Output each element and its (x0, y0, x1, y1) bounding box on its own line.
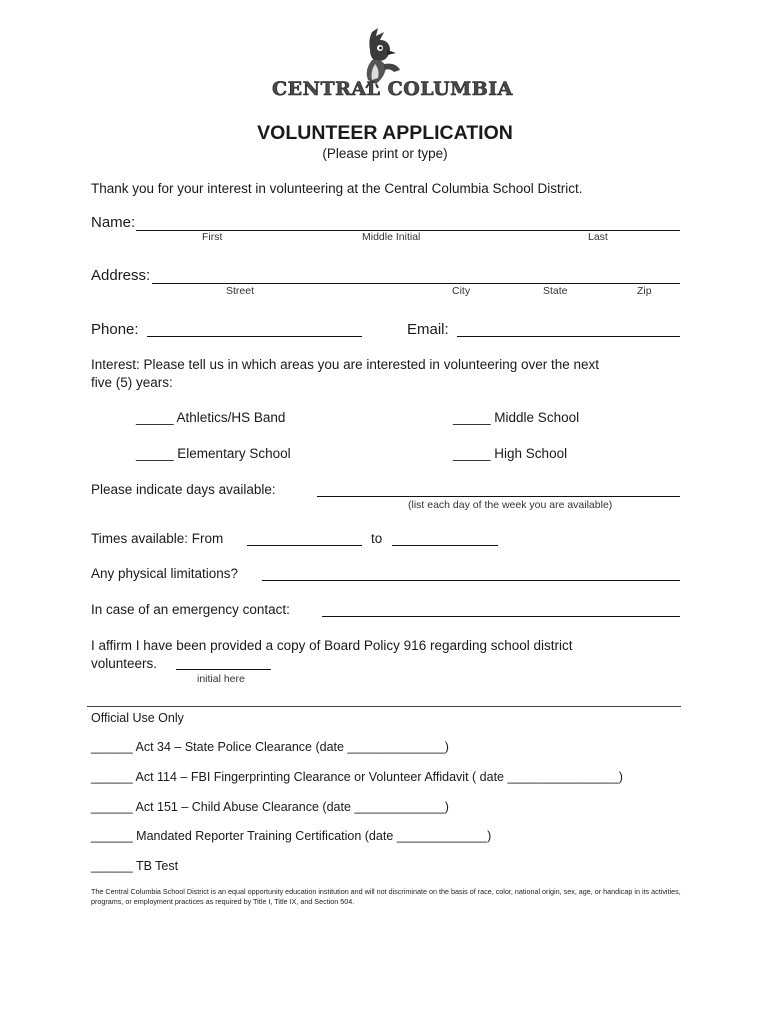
official-item-act114: ______ Act 114 – FBI Fingerprinting Clearance or Volunteer Affidavit ( date ________________) (91, 770, 623, 784)
official-item-act34: ______ Act 34 – State Police Clearance (date ______________) (91, 740, 449, 754)
name-label: Name: (91, 214, 136, 231)
name-last-caption: Last (588, 231, 608, 243)
phone-label: Phone: (91, 321, 139, 338)
affirm-line1: I affirm I have been provided a copy of Board Policy 916 regarding school district (91, 638, 573, 653)
affirm-initial-field[interactable] (176, 669, 271, 670)
affirm-initial-caption: initial here (197, 673, 245, 685)
address-label: Address: (91, 267, 151, 284)
times-from-field[interactable] (247, 545, 362, 546)
name-first-caption: First (202, 231, 223, 243)
address-field[interactable] (152, 283, 680, 284)
official-item-act151: ______ Act 151 – Child Abuse Clearance (date _____________) (91, 800, 449, 814)
interest-option-middle-school[interactable]: _____ Middle School (453, 410, 580, 425)
affirm-line2: volunteers. (91, 656, 158, 671)
days-field[interactable] (317, 496, 680, 497)
interest-line2: five (5) years: (91, 375, 173, 390)
interest-option-elementary[interactable]: _____ Elementary School (136, 446, 291, 461)
phone-field[interactable] (147, 336, 362, 337)
official-item-tb-test: ______ TB Test (91, 859, 179, 873)
official-heading: Official Use Only (91, 711, 184, 725)
address-city-caption: City (452, 285, 471, 297)
address-zip-caption: Zip (637, 285, 652, 297)
limitations-label: Any physical limitations? (91, 566, 239, 581)
address-street-caption: Street (226, 285, 255, 297)
interest-option-high-school[interactable]: _____ High School (453, 446, 568, 461)
emergency-label: In case of an emergency contact: (91, 602, 290, 617)
name-middle-caption: Middle Initial (362, 231, 421, 243)
official-divider (87, 706, 681, 707)
interest-line1: Interest: Please tell us in which areas you are interested in volunteering over the next (91, 357, 600, 372)
logo (272, 26, 513, 100)
nondiscrimination-footer: The Central Columbia School District is an equal opportunity education institution and will not discriminate on the basis of race, color, national origin, sex, age, or handicap in its activities, programs, or employment practices as required by Title I, Title IX, and Section 504. (91, 887, 681, 906)
limitations-field[interactable] (262, 580, 680, 581)
official-item-mandated-reporter: ______ Mandated Reporter Training Certification (date _____________) (91, 829, 492, 843)
email-label: Email: (407, 321, 449, 338)
email-field[interactable] (457, 336, 680, 337)
form-subtitle: (Please print or type) (322, 146, 448, 161)
days-hint: (list each day of the week you are available) (408, 499, 613, 511)
times-from-label: Times available: From (91, 531, 224, 546)
intro-text: Thank you for your interest in volunteering at the Central Columbia School District. (91, 181, 583, 196)
logo-wordmark: CENTRAL COLUMBIA (272, 78, 513, 100)
interest-option-athletics[interactable]: _____ Athletics/HS Band (136, 410, 286, 425)
address-state-caption: State (543, 285, 568, 297)
times-to-field[interactable] (392, 545, 498, 546)
days-label: Please indicate days available: (91, 482, 276, 497)
form-title: VOLUNTEER APPLICATION (257, 122, 513, 144)
times-to-label: to (371, 531, 383, 546)
emergency-field[interactable] (322, 616, 680, 617)
